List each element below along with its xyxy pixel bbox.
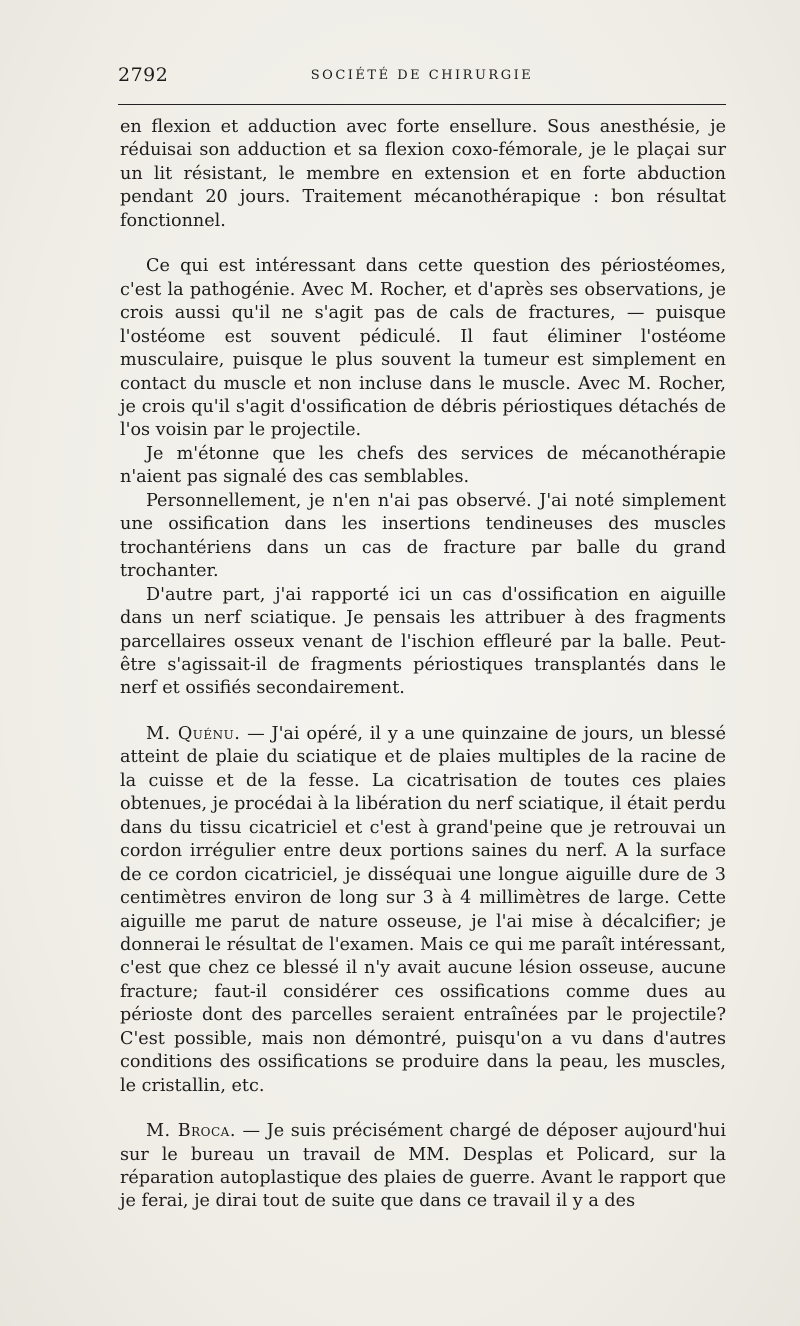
paragraph-continuation: en flexion et adduction avec forte ensellure. Sous anesthésie, je réduisai son adduction et sa flexion coxo-fémorale, je le plaçai sur un lit résistant, le membre en extension et en forte abduction pendant 20 jours. Traitement mécanothérapique : bon résultat fonctionnel. xyxy=(120,117,726,231)
paragraph-pathogenie: Ce qui est intéressant dans cette question des périostéomes, c'est la pathogénie. Avec M. Rocher, et d'après ses observations, je crois aussi qu'il ne s'agit pas de cals de fractures, — puisque l'ostéome est souvent pédiculé. Il faut éliminer l'ostéome musculaire, puisque le plus souvent la tumeur est simplement en contact du muscle et non incluse dans le muscle. Avec M. Rocher, je crois qu'il s'agit d'ossification de débris périostiques détachés de l'os voisin par le projectile. xyxy=(120,256,726,441)
paragraph-personnellement: Personnellement, je n'en n'ai pas observé. J'ai noté simplement une ossification dans les insertions tendineuses des muscles trochantériens dans un cas de fracture par balle du grand trochanter. xyxy=(120,490,726,582)
paragraph-broca xyxy=(120,1120,726,1214)
broca-text: — Je suis précisément chargé de déposer aujourd'hui sur le bureau un travail de MM. Desplas et Policard, sur la réparation autoplastique des plaies de guerre. Avant le rapport que je ferai, je dirai tout de suite que dans ce travail il y a des xyxy=(120,1121,726,1212)
header-rule xyxy=(118,104,726,105)
paragraph-mecanotherapie: Je m'étonne que les chefs des services de mécanothérapie n'aient pas signalé des cas semblables. xyxy=(120,443,726,488)
body-text xyxy=(120,116,726,1214)
running-head: SOCIÉTÉ DE CHIRURGIE xyxy=(310,68,534,83)
paragraph-autre-part: D'autre part, j'ai rapporté ici un cas d'ossification en aiguille dans un nerf sciatique. Je pensais les attribuer à des fragments parcellaires osseux venant de l'ischion effleuré par la balle. Peut-être s'agissait-il de fragments périostiques transplantés dans le nerf et ossifiés secondairement. xyxy=(120,584,726,699)
quenu-text: — J'ai opéré, il y a une quinzaine de jours, un blessé atteint de plaie du sciatique et de plaies multiples de la racine de la cuisse et de la fesse. La cicatrisation de toutes ces plaies obtenues, je procédai à la libération du nerf sciatique, il était perdu dans du tissu cicatriciel et c'est à grand'peine que je retrouvai un cordon irrégulier entre deux portions saines du nerf. A la surface de ce cordon cicatriciel, je disséquai une longue aiguille dure de 3 centimètres environ de long sur 3 à 4 millimètres de large. Cette aiguille me parut de nature osseuse, je l'ai mise à décalcifier; je donnerai le résultat de l'examen. Mais ce qui me paraît intéressant, c'est que chez ce blessé il n'y avait aucune lésion osseuse, aucune fracture; faut-il considérer ces ossifications comme dues au périoste dont des parcelles seraient entraînées par le projectile? C'est possible, mais non démontré, puisqu'on a vu dans d'autres conditions des ossifications se produire dans la peau, les muscles, le cristallin, etc. xyxy=(120,723,726,1096)
speaker-broca: M. Broca. xyxy=(146,1121,236,1142)
page-header xyxy=(118,64,726,90)
speaker-quenu: M. Quénu. xyxy=(146,723,241,744)
paragraph-quenu xyxy=(120,723,726,1098)
page-number: 2792 xyxy=(118,64,169,86)
